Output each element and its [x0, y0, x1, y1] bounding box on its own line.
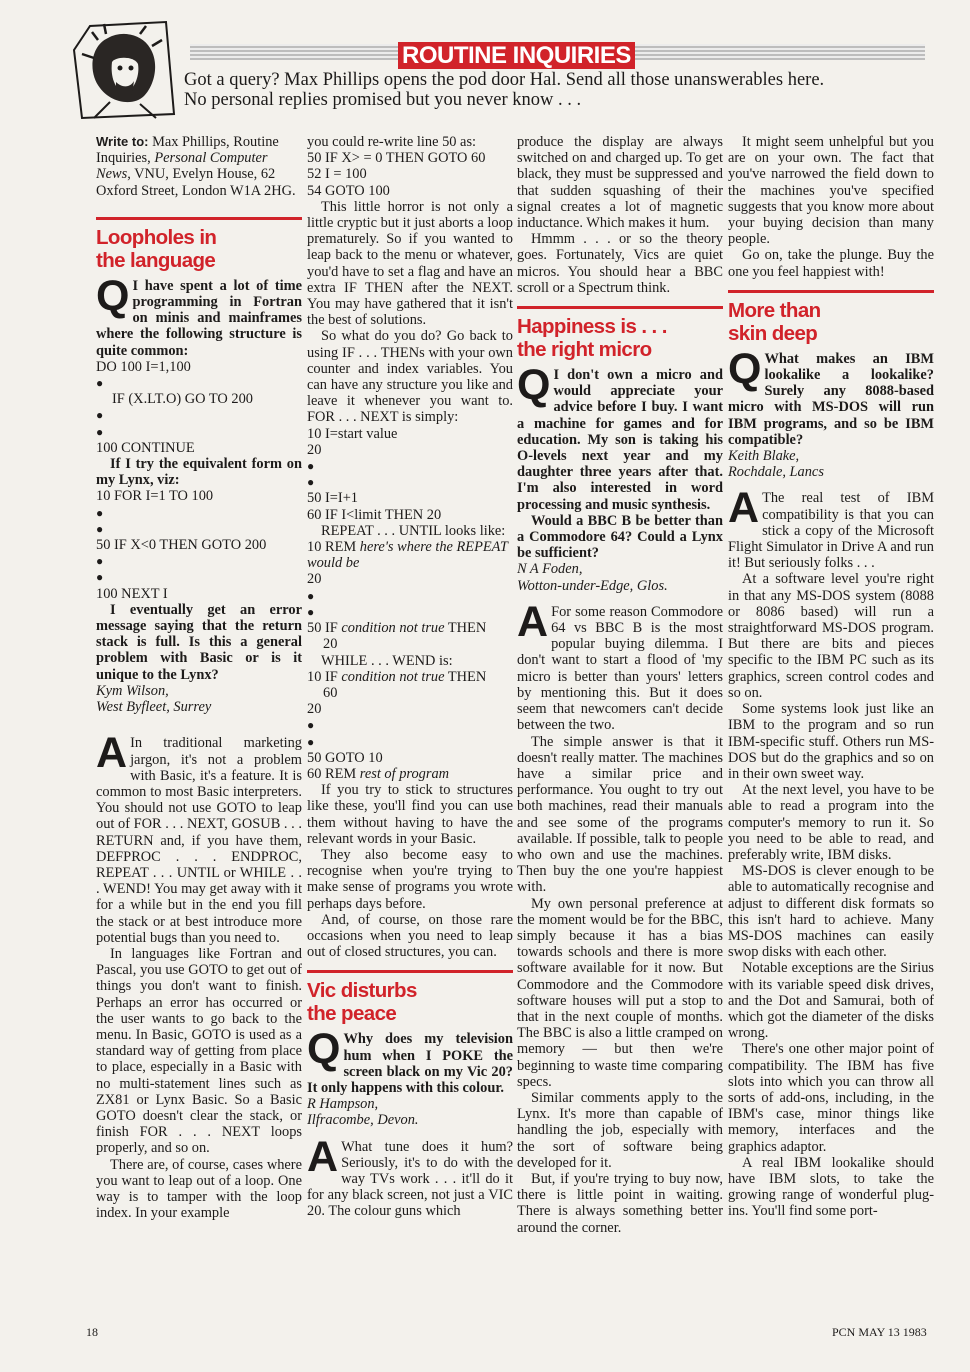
issue-footer: PCN MAY 13 1983 — [832, 1325, 927, 1339]
column-2 — [307, 134, 513, 1309]
answer-paragraph: In languages like Fortran and Pascal, you use GOTO to get out of things you don't want to finish. Perhaps an error has occurred or the user wants to go back to the menu. In Basic, GOTO is used as a standard way of getting from place to place, especially in a Basic with no multi-statement lines such as ZX81 or Lynx Basic. So a Basic GOTO doesn't clear the stack, or finish FOR . . . NEXT loops properly, and so on. — [96, 945, 302, 1157]
code-line: 100 CONTINUE — [96, 439, 195, 456]
answer-paragraph: At a software level you're right in that any MS-DOS system (8088 or 8086 based) will run a straightforward MS-DOS program. But there are bits and pieces specific to the IBM PC such as its graphics, screen control codes and so on. — [728, 571, 934, 701]
headline-line: Loopholes in — [96, 225, 217, 249]
write-to-label: Write to: — [96, 134, 149, 149]
drop-cap-q: Q — [96, 271, 130, 320]
answer-paragraph: There are, of course, cases where you want to leap out of a loop. One way is to tamper with the loop index. In your example — [96, 1156, 302, 1222]
red-rule — [307, 970, 513, 973]
bullet-dot: ● — [307, 734, 315, 749]
answer-paragraph: A real IBM lookalike should have IBM slots, to take the growing range of wonderful plug-ins. You'll find some port- — [728, 1154, 934, 1220]
code-line: IF (X.LT.O) GO TO 200 — [112, 391, 253, 408]
answer-text: For some reason Commodore 64 vs BBC B is the most popular buying dilemma. I don't want to start a flood of 'my micro is better than yours' letters by mentioning this. But it does seem that newcomers can't decide between the two. — [517, 603, 723, 734]
answer-paragraph: At the next level, you have to be able to read a program into the computer's memory to run it. So you need to be able to read, and preferably write, IBM disks. — [728, 782, 934, 863]
code-line: 20 — [307, 571, 322, 588]
address-text: , VNU, Evelyn House, 62 Oxford Street, London W1A 2HG. — [96, 166, 296, 199]
bullet-dot: ● — [307, 718, 315, 733]
question-2 — [307, 1025, 513, 1096]
page-number: 18 — [86, 1325, 98, 1339]
bullet-dot: ● — [307, 588, 315, 603]
code-line: 50 IF X> = 0 THEN GOTO 60 — [307, 150, 486, 167]
answer-paragraph: Notable exceptions are the Sirius with its variable speed disk drives, and the Dot and Samurai, both of which got the diameter of the disks wrong. — [728, 960, 934, 1042]
drop-cap-a: A — [728, 484, 760, 533]
code-italic: rest of program — [359, 765, 450, 782]
answer-paragraph: But, if you're trying to buy now, there is little point in waiting. There is always something better around the corner. — [517, 1170, 723, 1236]
reader-place: West Byfleet, Surrey — [96, 699, 212, 716]
header-standfirst — [184, 70, 924, 110]
question-1 — [96, 271, 302, 359]
code-line: 100 NEXT I — [96, 585, 168, 602]
code-line — [307, 620, 513, 636]
answer-paragraph: you could re-write line 50 as: — [307, 134, 477, 150]
section-badge: ROUTINE INQUIRIES — [398, 42, 635, 69]
question-text: Why does my television hum when I POKE the screen black on my Vic 20? It only happens with this colour. — [307, 1031, 513, 1096]
code-text: 10 REM — [307, 539, 360, 556]
answer-text: In traditional marketing jargon, it's not a problem with Basic, it's a feature. It is common to most Basic interpreters. You should not use GOTO to leap out of FOR . . . NEXT, GOSUB . . . RETURN and, if you have them, DEFPROC . . . ENDPROC, REPEAT . . . UNTIL or WHILE . . . WEND! You may get away with it for a while but in the end you fill the stack or at best introduce more potential bugs than you need to. — [96, 735, 302, 946]
answer-3 — [517, 597, 723, 734]
drop-cap-a: A — [307, 1132, 339, 1181]
column-1 — [96, 134, 302, 1309]
drop-cap-a: A — [96, 729, 128, 778]
answer-1 — [96, 729, 302, 946]
headline-line: the right micro — [517, 338, 652, 362]
answer-4 — [728, 484, 934, 572]
headline-line: skin deep — [728, 321, 818, 345]
reader-name: Keith Blake, — [728, 448, 800, 465]
answer-paragraph: WHILE . . . WEND is: — [321, 652, 453, 669]
headline-line: the language — [96, 248, 216, 272]
code-line: 20 — [307, 441, 322, 458]
code-line: 54 GOTO 100 — [307, 182, 390, 199]
answer-text: What tune does it hum? Seriously, it's to do with the way TVs work . . . it'll do it for any black screen, not just a VIC 20. The colour guns which — [307, 1138, 513, 1220]
code-line — [307, 539, 513, 571]
reader-place: Ilfracombe, Devon. — [307, 1112, 419, 1129]
answer-paragraph: So what do you do? Go back to using IF . . . THENs with your own counter and index variables. You can have any structure you like and leave it whenever you want to. FOR . . . NEXT is simply: — [307, 328, 513, 426]
column-4 — [728, 134, 934, 1309]
question-3 — [517, 361, 723, 513]
question-4 — [728, 344, 934, 448]
answer-paragraph: There's one other major point of compatibility. The IBM has five slots into which you can throw all sorts of add-ons, including, in the IBM's case, minor things like memory, interfaces and the graphics adaptor. — [728, 1041, 934, 1155]
code-text: 60 REM — [307, 765, 360, 782]
answer-paragraph: My own personal preference at the moment would be for the BBC, simply because it has a bias towards schools and there is more software available for it now. But Commodore and the Commodore software houses will put a stop to that in the next couple of months. The BBC is also a little cramped on memory — but then we're beginning to waste time comparing specs. — [517, 895, 723, 1090]
reader-name: N A Foden, — [517, 561, 583, 578]
drop-cap-a: A — [517, 597, 549, 646]
answer-paragraph: They also become easy to recognise when you're trying to make sense of programs you wrote perhaps days before. — [307, 846, 513, 912]
headline-line: Vic disturbs — [307, 979, 417, 1003]
code-line: 60 — [323, 684, 338, 701]
answer-paragraph: This little horror is not only a little cryptic but it just aborts a loop prematurely. So if you wanted to leap back to the menu or whatever, you'd have to set a flag and have an extra IF THEN after the NEXT. You may have gathered that it isn't the best of solutions. — [307, 198, 513, 329]
code-text: 50 IF — [307, 620, 342, 637]
drop-cap-q: Q — [517, 361, 551, 410]
headline-happiness — [517, 315, 723, 361]
bullet-dot: ● — [96, 505, 104, 520]
question-end: I eventually get an error message saying that the return stack is full. Is this a general problem with Basic or is it unique to the Lynx? — [96, 601, 302, 683]
code-line: 10 I=start value — [307, 425, 398, 442]
answer-paragraph: Similar comments apply to the Lynx. It's more than capable of handling the job, especially with the sort of software being developed for it. — [517, 1089, 723, 1171]
answer-paragraph: Go on, take the plunge. Buy the one you feel happiest with! — [728, 247, 934, 280]
answer-paragraph: Hmmm . . . or so the theory goes. Fortunately, Vics are quiet micros. You should hear a BBC scroll or a Spectrum think. — [517, 231, 723, 296]
red-rule — [96, 217, 302, 220]
bullet-dot: ● — [307, 604, 315, 619]
headline-line: More than — [728, 298, 821, 322]
headline-vic — [307, 979, 513, 1025]
answer-paragraph: produce the display are always switched on and charged up. To get black, they must be suppressed and that sudden squashing of their signal creates a lot of magnetic inductance. Which makes it hum. — [517, 134, 723, 232]
code-text: THEN — [444, 620, 487, 637]
headline-loopholes — [96, 226, 302, 272]
question-text: I don't own a micro and would appreciate your advice before I buy. I want a machine for games and for education. My son is taking his O-levels next year and my daughter three years after that. I'm also interested in word processing and music synthesis. — [517, 367, 723, 513]
headline-line: the peace — [307, 1002, 397, 1026]
publication-name: Personal Computer News — [96, 150, 268, 183]
drop-cap-q: Q — [728, 344, 762, 393]
code-text: THEN — [444, 668, 487, 685]
code-line: DO 100 I=1,100 — [96, 358, 191, 375]
code-line: 50 I=I+1 — [307, 490, 358, 507]
bullet-dot: ● — [307, 459, 315, 474]
standfirst-line-1: Got a query? Max Phillips opens the pod door Hal. Send all those unanswerables here. — [184, 70, 825, 90]
column-3 — [517, 134, 723, 1309]
bullet-dot: ● — [96, 408, 104, 423]
bullet-dot: ● — [96, 521, 104, 536]
code-line: 50 IF X<0 THEN GOTO 200 — [96, 537, 267, 554]
question-text: Would a BBC B be better than a Commodore 64? Could a Lynx be sufficient? — [517, 512, 723, 562]
reader-name: R Hampson, — [307, 1096, 379, 1113]
code-italic: condition not true — [341, 668, 445, 685]
code-line: 20 — [323, 636, 338, 653]
code-line: 10 FOR I=1 TO 100 — [96, 488, 214, 505]
code-line: 50 GOTO 10 — [307, 749, 383, 766]
question-text: What makes an IBM lookalike a lookalike? Surely any 8088-based micro with MS-DOS will run IBM programs, and so be IBM compatible? — [728, 350, 934, 448]
headline-skin-deep — [728, 299, 934, 345]
drop-cap-q: Q — [307, 1025, 341, 1074]
bullet-dot: ● — [96, 570, 104, 585]
address-block — [96, 134, 302, 199]
code-italic: condition not true — [341, 620, 445, 637]
reader-place: Rochdale, Lancs — [728, 464, 824, 481]
answer-2 — [307, 1132, 513, 1220]
code-line: 60 IF I<limit THEN 20 — [307, 506, 442, 523]
answer-text: The real test of IBM compatibility is that you can stick a copy of the Microsoft Flight Simulator in Drive A and run it! But seriously folks . . . — [728, 490, 934, 572]
code-line: 52 I = 100 — [307, 166, 367, 183]
answer-paragraph: The simple answer is that it doesn't really matter. The machines have a similar price and performance. You ought to try out both machines, read their manuals and see some of the programs available. If possible, talk to people who own and use the machines. Then buy the one you're happiest with. — [517, 733, 723, 896]
answer-paragraph: REPEAT . . . UNTIL looks like: — [321, 522, 506, 539]
bullet-dot: ● — [96, 554, 104, 569]
reader-name: Kym Wilson, — [96, 682, 169, 699]
answer-paragraph: And, of course, on those rare occasions when you need to leap out of closed structures, you can. — [307, 911, 513, 961]
red-rule — [728, 290, 934, 293]
bullet-dot: ● — [307, 475, 315, 490]
answer-paragraph: Some systems look just like an IBM to the program and so run IBM-specific stuff. Others run MS-DOS but do the graphics and so on in their own sweet way. — [728, 701, 934, 782]
question-text: I have spent a lot of time programming in Fortran on minis and mainframes where the following structure is quite common: — [96, 277, 302, 359]
code-line — [307, 766, 513, 782]
author-portrait-illustration — [70, 18, 182, 120]
bullet-dot: ● — [96, 376, 104, 391]
red-rule — [517, 306, 723, 309]
bullet-dot: ● — [96, 424, 104, 439]
code-text: 10 IF — [307, 668, 342, 685]
standfirst-line-2: No personal replies promised but you never know . . . — [184, 90, 582, 110]
headline-line: Happiness is . . . — [517, 315, 667, 339]
code-italic: here's where the REPEAT would be — [307, 539, 508, 572]
code-line: 20 — [307, 701, 322, 718]
question-middle: If I try the equivalent form on my Lynx, viz: — [96, 456, 302, 489]
write-to-text: Max Phillips, Routine Inquiries, — [96, 134, 279, 167]
column-header — [70, 18, 930, 120]
answer-paragraph: If you try to stick to structures like these, you'll find you can use them without having to have the relevant words in your Basic. — [307, 782, 513, 847]
answer-paragraph: It might seem unhelpful but you are on your own. The fact that you've narrowed the field down to the machines you've specified suggests that you know more about your buying decision than many people. — [728, 134, 934, 248]
code-line — [307, 669, 513, 685]
reader-place: Wotton-under-Edge, Glos. — [517, 577, 668, 594]
answer-paragraph: MS-DOS is clever enough to be able to automatically recognise and adjust to different disk formats so this isn't hard to achieve. Many MS-DOS machines can easily swop disks with each other. — [728, 863, 934, 961]
